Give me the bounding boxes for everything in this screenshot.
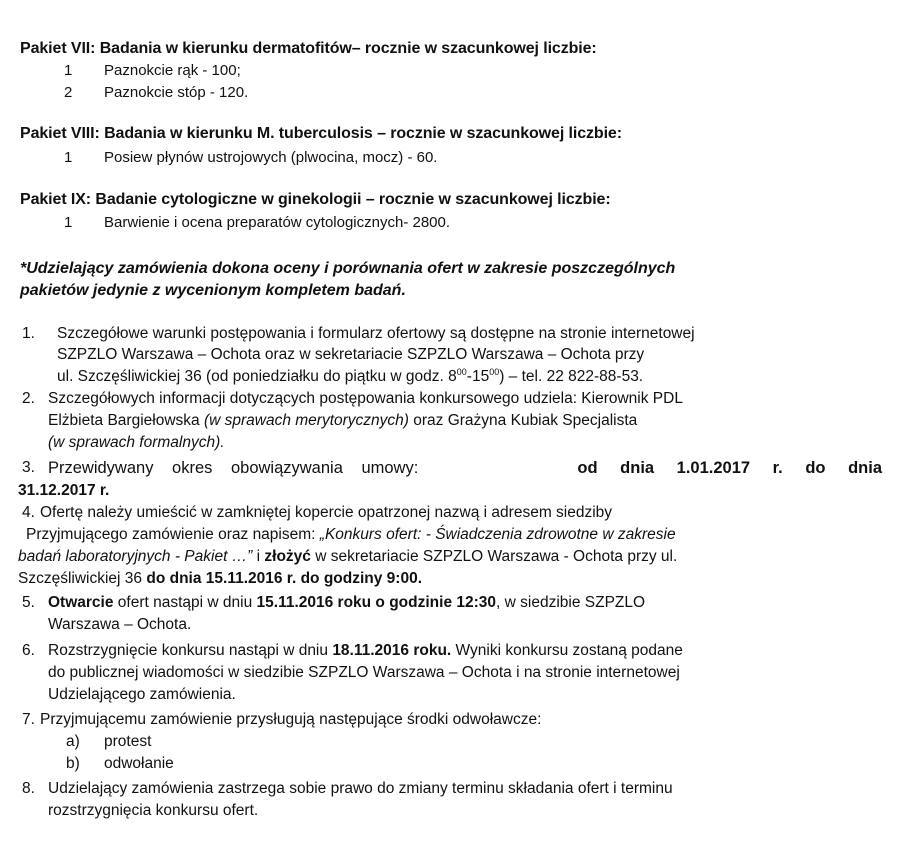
point-3-line-2: 31.12.2017 r. bbox=[18, 482, 110, 499]
point-4-envelope-label: „Konkurs ofert: - Świadczenia zdrowotne w zakresie bbox=[319, 526, 676, 543]
point-4-line-3 bbox=[18, 548, 677, 566]
point-1-number: 1. bbox=[22, 325, 35, 342]
point-6-line-1 bbox=[48, 642, 683, 660]
point-6-line-3: Udzielającego zamówienia. bbox=[48, 686, 236, 703]
point-4-address: Szczęśliwickiej 36 bbox=[18, 570, 147, 587]
point-7-sub-b-text: odwołanie bbox=[104, 755, 174, 772]
point-1-sup-close: 00 bbox=[489, 367, 500, 377]
point-4-location: w sekretariacie SZPZLO Warszawa - Ochota przy ul. bbox=[310, 548, 678, 565]
point-8-number: 8. bbox=[22, 780, 35, 797]
point-6-text: Rozstrzygnięcie konkursu nastąpi w dniu bbox=[48, 642, 333, 659]
point-4-line-2 bbox=[26, 526, 676, 544]
point-6-results: Wyniki konkursu zostaną podane bbox=[451, 642, 683, 659]
point-2-line-2 bbox=[48, 412, 637, 430]
point-7-number: 7. bbox=[22, 711, 35, 728]
package-7-item-2-text: Paznokcie stóp - 120. bbox=[104, 84, 249, 101]
point-2-merit-note: (w sprawach merytorycznych) bbox=[203, 412, 409, 429]
package-9-item-1-number: 1 bbox=[64, 214, 73, 231]
point-5-text: ofert nastąpi w dniu bbox=[113, 594, 257, 611]
point-4-line-1: Ofertę należy umieścić w zamkniętej kopercie opatrzonej nazwą i adresem siedziby bbox=[40, 504, 613, 521]
evaluation-note-line-2: pakietów jedynie z wycenionym kompletem badań. bbox=[20, 282, 406, 299]
point-3-label: Przewidywany okres obowiązywania umowy: bbox=[48, 459, 419, 477]
package-8-item-1-text: Posiew płynów ustrojowych (plwocina, mocz) - 60. bbox=[104, 149, 438, 166]
package-8-item-1-number: 1 bbox=[64, 149, 73, 166]
point-3-line-1 bbox=[48, 459, 882, 478]
point-2-line-1: Szczegółowych informacji dotyczących postępowania konkursowego udziela: Kierownik PDL bbox=[48, 390, 683, 407]
point-5-place: , w siedzibie SZPZLO bbox=[496, 594, 646, 611]
point-1-sup-open: 00 bbox=[456, 367, 467, 377]
point-4-line-2-text: Przyjmującego zamówienie oraz napisem: bbox=[26, 526, 320, 543]
point-1-line-3 bbox=[57, 368, 643, 386]
package-7-item-2-number: 2 bbox=[64, 84, 73, 101]
package-7-item-1-number: 1 bbox=[64, 62, 73, 79]
point-3-period: od dnia 1.01.2017 r. do dnia bbox=[577, 459, 882, 477]
point-2-name: Elżbieta Bargiełowska bbox=[48, 412, 204, 429]
point-5-line-2: Warszawa – Ochota. bbox=[48, 616, 192, 633]
point-2-number: 2. bbox=[22, 390, 35, 407]
evaluation-note-line-1 bbox=[20, 260, 882, 278]
point-6-number: 6. bbox=[22, 642, 35, 659]
point-4-line-4 bbox=[18, 570, 422, 588]
point-7-sub-a-letter: a) bbox=[66, 733, 80, 750]
point-1-hours-dash: -15 bbox=[466, 368, 490, 385]
package-7-item-1-text: Paznokcie rąk - 100; bbox=[104, 62, 241, 79]
package-9-title: Pakiet IX: Badanie cytologiczne w ginekologii – rocznie w szacunkowej liczbie: bbox=[20, 191, 611, 208]
point-1-line-1: Szczegółowe warunki postępowania i formularz ofertowy są dostępne na stronie internetowej bbox=[57, 325, 695, 342]
point-5-number: 5. bbox=[22, 594, 35, 611]
point-1-phone: ) – tel. 22 822-88-53. bbox=[499, 368, 644, 385]
point-5-opening: Otwarcie bbox=[48, 594, 114, 611]
point-3-number: 3. bbox=[22, 459, 35, 476]
point-8-line-1: Udzielający zamówienia zastrzega sobie prawo do zmiany terminu składania ofert i terminu bbox=[48, 780, 673, 797]
package-7-title: Pakiet VII: Badania w kierunku dermatofitów– rocznie w szacunkowej liczbie: bbox=[20, 40, 597, 57]
point-5-datetime: 15.11.2016 roku o godzinie 12:30 bbox=[256, 594, 497, 611]
point-4-number: 4. bbox=[22, 504, 35, 521]
point-4-envelope-label-cont: badań laboratoryjnych - Pakiet …” bbox=[18, 548, 253, 565]
point-2-second-contact: oraz Grażyna Kubiak Specjalista bbox=[408, 412, 638, 429]
package-8-title: Pakiet VIII: Badania w kierunku M. tuberculosis – rocznie w szacunkowej liczbie: bbox=[20, 125, 622, 142]
point-7-sub-a-text: protest bbox=[104, 733, 152, 750]
point-8-line-2: rozstrzygnięcia konkursu ofert. bbox=[48, 802, 259, 819]
point-6-line-2: do publicznej wiadomości w siedzibie SZPZLO Warszawa – Ochota i na stronie internetowej bbox=[48, 664, 680, 681]
point-7-line-1: Przyjmującemu zamówienie przysługują następujące środki odwoławcze: bbox=[40, 711, 542, 728]
point-6-date: 18.11.2016 roku. bbox=[332, 642, 452, 659]
package-9-item-1-text: Barwienie i ocena preparatów cytologicznych- 2800. bbox=[104, 214, 451, 231]
point-4-submit: złożyć bbox=[264, 548, 311, 565]
evaluation-note-text-1: *Udzielający zamówienia dokona oceny i porównania ofert w zakresie poszczególnych bbox=[20, 260, 676, 277]
point-1-hours-text: ul. Szczęśliwickiej 36 (od poniedziałku do piątku w godz. 8 bbox=[57, 368, 457, 385]
point-2-line-3: (w sprawach formalnych). bbox=[48, 434, 225, 451]
point-5-line-1 bbox=[48, 594, 645, 612]
point-1-line-2: SZPZLO Warszawa – Ochota oraz w sekretariacie SZPZLO Warszawa – Ochota przy bbox=[57, 346, 645, 363]
point-4-deadline: do dnia 15.11.2016 r. do godziny 9:00. bbox=[146, 570, 423, 587]
point-4-conj: i bbox=[252, 548, 265, 565]
point-7-sub-b-letter: b) bbox=[66, 755, 80, 772]
